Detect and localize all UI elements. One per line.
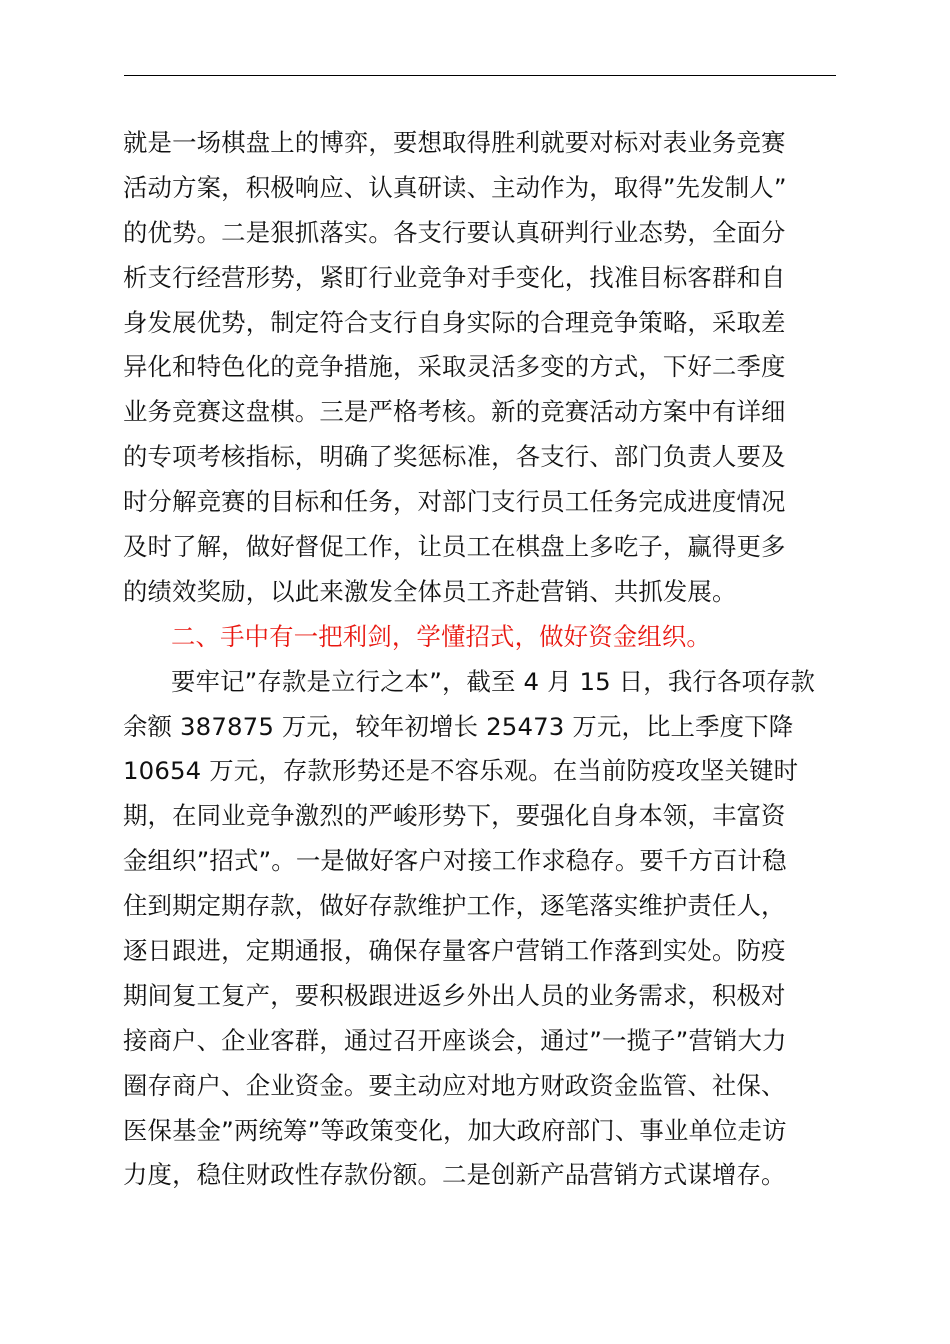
- text-line: 析支行经营形势，紧盯行业竞争对手变化，找准目标客群和自: [123, 262, 786, 292]
- text-line: 的绩效奖励，以此来激发全体员工齐赴营销、共抓发展。: [123, 576, 737, 606]
- text-line: 身发展优势，制定符合支行自身实际的合理竞争策略，采取差: [123, 307, 786, 337]
- text-line: 的优势。二是狠抓落实。各支行要认真研判行业态势，全面分: [123, 217, 786, 247]
- text-line: 异化和特色化的竞争措施，采取灵活多变的方式，下好二季度: [123, 352, 786, 382]
- text-line: 期，在同业竞争激烈的严峻形势下，要强化自身本领，丰富资: [123, 801, 786, 831]
- text-line: 时分解竞赛的目标和任务，对部门支行员工任务完成进度情况: [123, 487, 786, 517]
- header-rule: [124, 75, 836, 76]
- text-line: 逐日跟进，定期通报，确保存量客户营销工作落到实处。防疫: [123, 936, 786, 966]
- text-line: 的专项考核指标，明确了奖惩标准，各支行、部门负责人要及: [123, 442, 786, 472]
- text-line: 10654 万元，存款形势还是不容乐观。在当前防疫攻坚关键时: [123, 756, 799, 786]
- text-line: 期间复工复产，要积极跟进返乡外出人员的业务需求，积极对: [123, 980, 786, 1010]
- text-line: 力度，稳住财政性存款份额。二是创新产品营销方式谋增存。: [123, 1160, 786, 1190]
- text-line: 就是一场棋盘上的博弈，要想取得胜利就要对标对表业务竞赛: [123, 128, 786, 157]
- text-line: 住到期定期存款，做好存款维护工作，逐笔落实维护责任人，: [123, 891, 786, 921]
- section-heading: 二、手中有一把利剑，学懂招式，做好资金组织。: [171, 621, 711, 651]
- text-line: 医保基金”两统筹”等政策变化，加大政府部门、事业单位走访: [123, 1115, 787, 1145]
- text-line: 圈存商户、企业资金。要主动应对地方财政资金监管、社保、: [123, 1070, 786, 1100]
- text-line: 余额 387875 万元，较年初增长 25473 万元，比上季度下降: [123, 711, 794, 741]
- text-line: 业务竞赛这盘棋。三是严格考核。新的竞赛活动方案中有详细: [123, 397, 786, 427]
- text-line: 活动方案，积极响应、认真研读、主动作为，取得”先发制人”: [123, 172, 787, 202]
- document-body: [123, 121, 839, 1198]
- text-line: 及时了解，做好督促工作，让员工在棋盘上多吃子，赢得更多: [123, 532, 786, 562]
- text-line: 金组织”招式”。一是做好客户对接工作求稳存。要千方百计稳: [123, 846, 787, 876]
- text-line: 接商户、企业客群，通过召开座谈会，通过”一揽子”营销大力: [123, 1025, 787, 1055]
- paragraph-first-line: 要牢记”存款是立行之本”，截至 4 月 15 日，我行各项存款: [171, 666, 816, 696]
